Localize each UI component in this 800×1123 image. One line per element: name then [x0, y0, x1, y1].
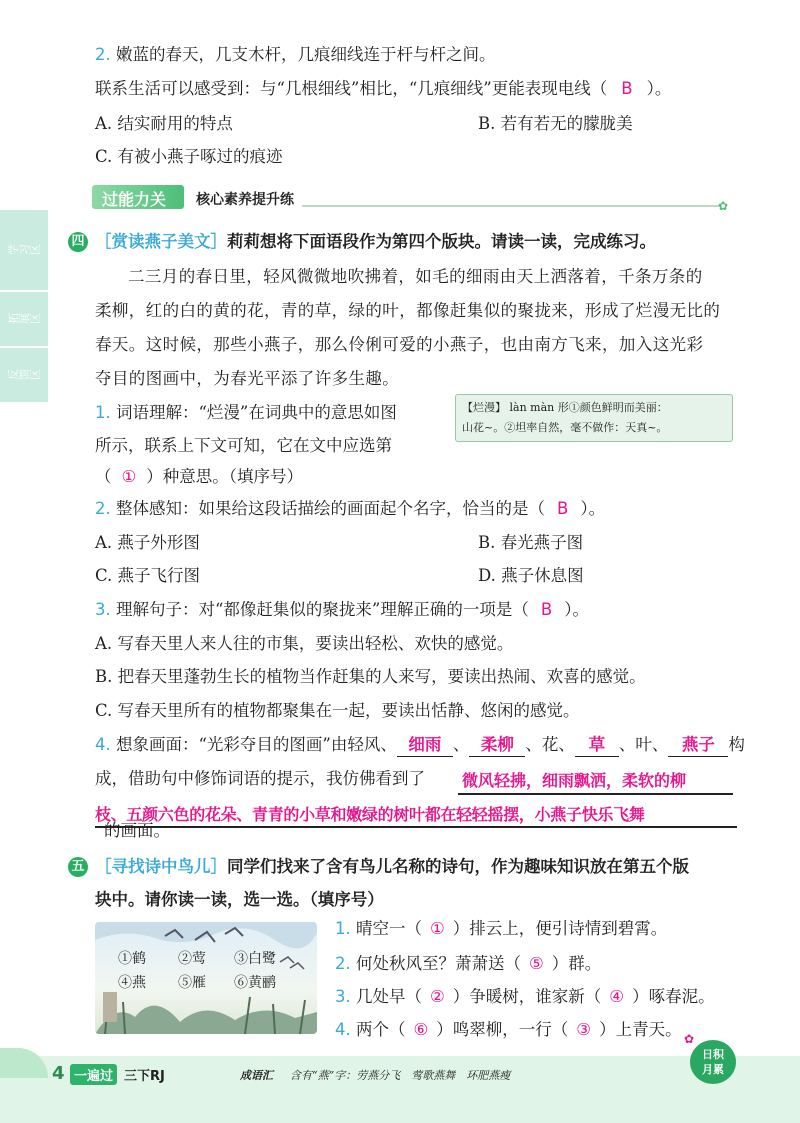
q3-answer[interactable]: B [540, 600, 553, 619]
page-number: 4 [52, 1063, 65, 1084]
q4-blank-4[interactable]: 燕子 [668, 734, 728, 757]
poem-3-answer-a[interactable]: ② [430, 987, 445, 1006]
bird-option-4: ④燕 [118, 975, 146, 991]
q4-blank-2[interactable]: 柔柳 [469, 734, 525, 757]
section-4-badge: 四 [68, 232, 88, 252]
dictionary-line-2: 山花~。②坦率自然，毫不做作：天真~。 [462, 421, 668, 434]
poem-1-answer[interactable]: ① [430, 919, 445, 938]
prev-q2-line2: 联系生活可以感受到：与“几根细线”相比，“几痕细线”更能表现电线（ B ）。 [95, 79, 672, 98]
q4-line1: 4. 想象画面：“光彩夺目的图画”由轻风、 细雨 、 柔柳 、花、 草 、叶、 燕子 构 [95, 734, 745, 757]
sidebar-tab-extend[interactable]: 拓展区 [0, 292, 50, 346]
section-banner [92, 185, 732, 213]
bird-option-1: ①鹤 [118, 951, 146, 967]
q2-option-d: D. 燕子休息图 [478, 566, 584, 585]
prev-q2-line1: 2. 嫩蓝的春天，几支木杆，几痕细线连于杆与杆之间。 [95, 45, 496, 64]
q1-answer[interactable]: ① [121, 467, 137, 486]
sidebar-tab-feedback[interactable]: 反馈区 [0, 348, 50, 402]
passage-line-4: 夺目的图画中，为春光平添了许多生趣。 [95, 369, 400, 388]
banner-rule [302, 205, 722, 207]
passage-line-3: 春天。这时候，那些小燕子，那么伶俐可爱的小燕子，也由南方飞来，加入这光彩 [95, 335, 704, 354]
q3-option-a: A. 写春天里人来人往的市集，要读出轻松、欢快的感觉。 [95, 634, 514, 653]
banner-subtitle: 核心素养提升练 [196, 192, 294, 208]
poem-2-answer[interactable]: ⑤ [529, 954, 544, 973]
q2-option-c: C. 燕子飞行图 [95, 566, 201, 585]
poem-item-2: 2. 何处秋风至？萧萧送（ ⑤ ）群。 [335, 954, 602, 973]
idiom-label: 成语汇 [240, 1069, 273, 1082]
poem-item-1: 1. 晴空一（ ① ）排云上，便引诗情到碧霄。 [335, 919, 668, 938]
bird-option-5: ⑤雁 [178, 975, 206, 991]
section-5-intro-1: ［寻找诗中鸟儿］同学们找来了含有鸟儿名称的诗句，作为趣味知识放在第五个版 [95, 857, 689, 876]
q4-line2: 成，借助句中修饰词语的提示，我仿佛看到了 [95, 769, 425, 788]
q2-option-a: A. 燕子外形图 [95, 533, 200, 552]
q4-answer-underline-2 [95, 826, 737, 828]
prev-q2-option-a: A. 结实耐用的特点 [95, 114, 233, 133]
q4-blank-1[interactable]: 细雨 [397, 734, 453, 757]
q3-stem: 3. 理解句子：对“都像赶集似的聚拢来”理解正确的一项是（ B ）。 [95, 600, 589, 619]
q2-option-b: B. 春光燕子图 [478, 533, 584, 552]
section-5-badge: 五 [68, 857, 88, 877]
q3-option-c: C. 写春天里所有的植物都聚集在一起，要读出恬静、悠闲的感觉。 [95, 701, 580, 720]
q4-answer-line-1[interactable]: 微风轻拂，细雨飘洒，柔软的柳 [462, 771, 687, 790]
section-4-intro: ［赏读燕子美文］莉莉想将下面语段作为第四个版块。请读一读，完成练习。 [95, 232, 656, 251]
passage-line-1: 二三月的春日里，轻风微微地吹拂着，如毛的细雨由天上洒落着，千条万条的 [128, 267, 703, 286]
passage-line-2: 柔柳，红的白的黄的花，青的草，绿的叶，都像赶集似的聚拢来，形成了烂漫无比的 [95, 301, 721, 320]
banner-title: 过能力关 [102, 190, 167, 209]
footer-left-curve [0, 1048, 48, 1078]
bird-option-6: ⑥黄鹂 [234, 975, 276, 991]
dictionary-box [455, 394, 733, 442]
idiom-text: 含有“燕”字：劳燕分飞 莺歌燕舞 环肥燕瘦 [290, 1069, 511, 1082]
q2-answer[interactable]: B [557, 499, 569, 518]
prev-q2-answer[interactable]: B [621, 79, 633, 98]
q3-option-b: B. 把春天里蓬勃生长的植物当作赶集的人来写，要读出热闹、欢喜的感觉。 [95, 667, 646, 686]
poem-3-answer-b[interactable]: ④ [609, 987, 625, 1006]
poem-item-4: 4. 两个（ ⑥ ）鸣翠柳，一行（ ③ ）上青天。 [335, 1020, 682, 1039]
q4-blank-3[interactable]: 草 [575, 734, 619, 757]
bird-option-3: ③白鹭 [234, 951, 276, 967]
q4-answer-underline-1 [458, 793, 733, 795]
q1-line2: 所示，联系上下文可知，它在文中应选第 [95, 436, 392, 455]
banner-leaf-icon: ✿ [718, 199, 729, 213]
q1-line1: 1. 词语理解：“烂漫”在词典中的意思如图 [95, 403, 397, 422]
poem-4-answer-b[interactable]: ③ [576, 1020, 592, 1039]
bird-option-2: ②莺 [178, 951, 206, 967]
prev-q2-option-c: C. 有被小燕子啄过的痕迹 [95, 147, 283, 166]
brand-logo: 一遍过 [70, 1064, 117, 1085]
prev-q2-option-b: B. 若有若无的朦胧美 [478, 114, 633, 133]
sidebar-tab-study[interactable]: 学习区 [0, 210, 50, 290]
daily-stamp-line-1: 日积 [702, 1048, 724, 1061]
section-5-intro-2: 块中。请你读一读，选一选。（填序号） [95, 890, 384, 909]
q1-line3: （ ① ）种意思。（填序号） [95, 467, 304, 486]
daily-stamp [690, 1040, 736, 1084]
q4-answer-line-2[interactable]: 枝、五颜六色的花朵、青青的小草和嫩绿的树叶都在轻轻摇摆，小燕子快乐飞舞 [95, 805, 645, 824]
grade-label: 三下RJ [124, 1069, 165, 1084]
stamp-flower-icon: ✿ [684, 1032, 695, 1046]
poem-4-answer-a[interactable]: ⑥ [413, 1020, 429, 1039]
daily-stamp-line-2: 月累 [702, 1063, 724, 1076]
poem-item-3: 3. 几处早（ ② ）争暖树，谁家新（ ④ ）啄春泥。 [335, 987, 715, 1006]
q2-stem: 2. 整体感知：如果给这段话描绘的画面起个名字，恰当的是（ B ）。 [95, 499, 606, 518]
dictionary-line-1: 【烂漫】 làn màn 形①颜色鲜明而美丽： [462, 401, 668, 414]
q4-line4: 的画面。 [104, 821, 170, 840]
